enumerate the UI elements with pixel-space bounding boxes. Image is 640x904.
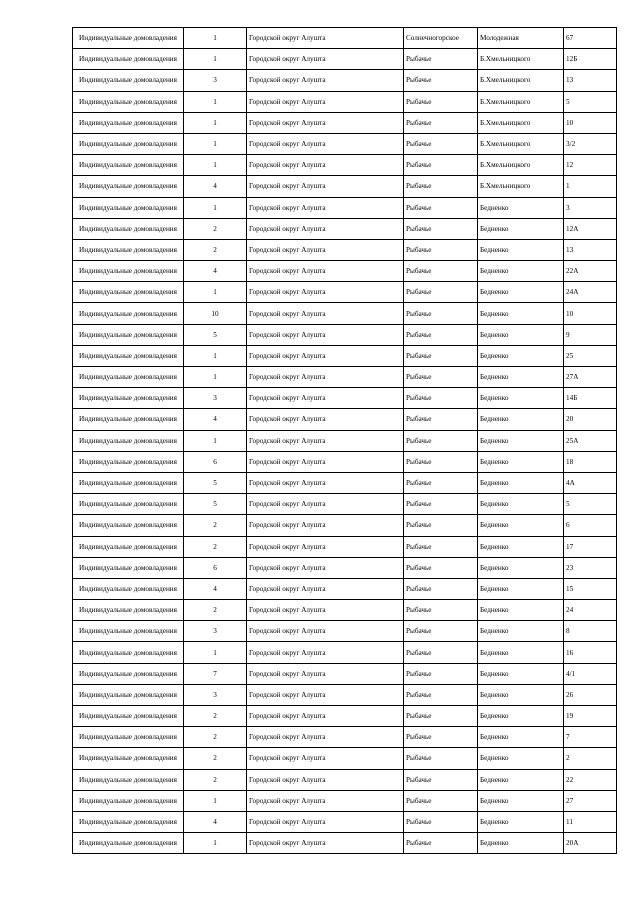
count-cell: 1 xyxy=(184,430,247,451)
village-cell: Рыбачье xyxy=(404,684,478,705)
district-cell: Городской округ Алушта xyxy=(247,345,404,366)
count-cell: 1 xyxy=(184,49,247,70)
street-cell: Бедненко xyxy=(478,706,564,727)
table-row xyxy=(73,91,617,112)
table-row xyxy=(73,303,617,324)
district-cell: Городской округ Алушта xyxy=(247,578,404,599)
district-cell: Городской округ Алушта xyxy=(247,811,404,832)
village-cell: Рыбачье xyxy=(404,70,478,91)
table-row xyxy=(73,578,617,599)
district-cell: Городской округ Алушта xyxy=(247,769,404,790)
district-cell: Городской округ Алушта xyxy=(247,663,404,684)
district-cell: Городской округ Алушта xyxy=(247,515,404,536)
district-cell: Городской округ Алушта xyxy=(247,239,404,260)
street-cell: Бедненко xyxy=(478,409,564,430)
street-cell: Бедненко xyxy=(478,684,564,705)
housing-registry-table xyxy=(72,27,617,854)
house-number-cell: 27 xyxy=(564,790,617,811)
street-cell: Бедненко xyxy=(478,345,564,366)
count-cell: 3 xyxy=(184,684,247,705)
table-row xyxy=(73,28,617,49)
count-cell: 1 xyxy=(184,345,247,366)
house-number-cell: 6 xyxy=(564,515,617,536)
street-cell: Б.Хмельницкого xyxy=(478,112,564,133)
dwelling-type-cell: Индивидуальные домовладения xyxy=(73,133,184,154)
count-cell: 7 xyxy=(184,663,247,684)
count-cell: 4 xyxy=(184,176,247,197)
house-number-cell: 15 xyxy=(564,578,617,599)
village-cell: Рыбачье xyxy=(404,769,478,790)
dwelling-type-cell: Индивидуальные домовладения xyxy=(73,706,184,727)
table-row xyxy=(73,557,617,578)
house-number-cell: 19 xyxy=(564,706,617,727)
dwelling-type-cell: Индивидуальные домовладения xyxy=(73,112,184,133)
district-cell: Городской округ Алушта xyxy=(247,451,404,472)
street-cell: Бедненко xyxy=(478,769,564,790)
dwelling-type-cell: Индивидуальные домовладения xyxy=(73,388,184,409)
table-row xyxy=(73,536,617,557)
dwelling-type-cell: Индивидуальные домовладения xyxy=(73,748,184,769)
dwelling-type-cell: Индивидуальные домовладения xyxy=(73,600,184,621)
village-cell: Рыбачье xyxy=(404,197,478,218)
table-row xyxy=(73,684,617,705)
house-number-cell: 24 xyxy=(564,600,617,621)
district-cell: Городской округ Алушта xyxy=(247,70,404,91)
table-row xyxy=(73,621,617,642)
dwelling-type-cell: Индивидуальные домовладения xyxy=(73,494,184,515)
dwelling-type-cell: Индивидуальные домовладения xyxy=(73,790,184,811)
count-cell: 1 xyxy=(184,28,247,49)
house-number-cell: 4/1 xyxy=(564,663,617,684)
count-cell: 2 xyxy=(184,706,247,727)
house-number-cell: 10 xyxy=(564,112,617,133)
table-row xyxy=(73,811,617,832)
district-cell: Городской округ Алушта xyxy=(247,727,404,748)
house-number-cell: 13 xyxy=(564,239,617,260)
street-cell: Б.Хмельницкого xyxy=(478,133,564,154)
table-row xyxy=(73,663,617,684)
house-number-cell: 5 xyxy=(564,494,617,515)
village-cell: Рыбачье xyxy=(404,239,478,260)
district-cell: Городской округ Алушта xyxy=(247,706,404,727)
district-cell: Городской округ Алушта xyxy=(247,155,404,176)
table-row xyxy=(73,197,617,218)
count-cell: 1 xyxy=(184,642,247,663)
district-cell: Городской округ Алушта xyxy=(247,282,404,303)
village-cell: Рыбачье xyxy=(404,833,478,854)
house-number-cell: 14Б xyxy=(564,388,617,409)
table-body xyxy=(73,28,617,854)
table-row xyxy=(73,388,617,409)
village-cell: Рыбачье xyxy=(404,663,478,684)
count-cell: 1 xyxy=(184,790,247,811)
count-cell: 4 xyxy=(184,261,247,282)
table-row xyxy=(73,727,617,748)
dwelling-type-cell: Индивидуальные домовладения xyxy=(73,91,184,112)
count-cell: 4 xyxy=(184,811,247,832)
table-row xyxy=(73,642,617,663)
house-number-cell: 12Б xyxy=(564,49,617,70)
village-cell: Солнечногорское xyxy=(404,28,478,49)
street-cell: Б.Хмельницкого xyxy=(478,70,564,91)
table-row xyxy=(73,261,617,282)
table-row xyxy=(73,451,617,472)
count-cell: 1 xyxy=(184,833,247,854)
house-number-cell: 8 xyxy=(564,621,617,642)
dwelling-type-cell: Индивидуальные домовладения xyxy=(73,451,184,472)
count-cell: 4 xyxy=(184,578,247,599)
village-cell: Рыбачье xyxy=(404,91,478,112)
house-number-cell: 13 xyxy=(564,70,617,91)
district-cell: Городской округ Алушта xyxy=(247,49,404,70)
count-cell: 4 xyxy=(184,409,247,430)
house-number-cell: 12А xyxy=(564,218,617,239)
district-cell: Городской округ Алушта xyxy=(247,790,404,811)
house-number-cell: 3 xyxy=(564,197,617,218)
street-cell: Бедненко xyxy=(478,790,564,811)
house-number-cell: 1 xyxy=(564,176,617,197)
dwelling-type-cell: Индивидуальные домовладения xyxy=(73,345,184,366)
table-row xyxy=(73,133,617,154)
count-cell: 2 xyxy=(184,515,247,536)
house-number-cell: 17 xyxy=(564,536,617,557)
house-number-cell: 3/2 xyxy=(564,133,617,154)
house-number-cell: 27А xyxy=(564,367,617,388)
count-cell: 1 xyxy=(184,197,247,218)
count-cell: 2 xyxy=(184,600,247,621)
dwelling-type-cell: Индивидуальные домовладения xyxy=(73,472,184,493)
street-cell: Бедненко xyxy=(478,324,564,345)
village-cell: Рыбачье xyxy=(404,494,478,515)
table-row xyxy=(73,367,617,388)
house-number-cell: 67 xyxy=(564,28,617,49)
count-cell: 1 xyxy=(184,112,247,133)
village-cell: Рыбачье xyxy=(404,578,478,599)
district-cell: Городской округ Алушта xyxy=(247,557,404,578)
district-cell: Городской округ Алушта xyxy=(247,600,404,621)
house-number-cell: 22А xyxy=(564,261,617,282)
count-cell: 10 xyxy=(184,303,247,324)
street-cell: Бедненко xyxy=(478,239,564,260)
table-row xyxy=(73,409,617,430)
count-cell: 1 xyxy=(184,91,247,112)
village-cell: Рыбачье xyxy=(404,218,478,239)
house-number-cell: 18 xyxy=(564,451,617,472)
table-row xyxy=(73,218,617,239)
street-cell: Бедненко xyxy=(478,388,564,409)
street-cell: Б.Хмельницкого xyxy=(478,49,564,70)
village-cell: Рыбачье xyxy=(404,282,478,303)
district-cell: Городской округ Алушта xyxy=(247,409,404,430)
count-cell: 5 xyxy=(184,324,247,345)
count-cell: 1 xyxy=(184,282,247,303)
dwelling-type-cell: Индивидуальные домовладения xyxy=(73,430,184,451)
street-cell: Бедненко xyxy=(478,367,564,388)
dwelling-type-cell: Индивидуальные домовладения xyxy=(73,642,184,663)
village-cell: Рыбачье xyxy=(404,600,478,621)
table-row xyxy=(73,155,617,176)
street-cell: Б.Хмельницкого xyxy=(478,155,564,176)
house-number-cell: 22 xyxy=(564,769,617,790)
dwelling-type-cell: Индивидуальные домовладения xyxy=(73,28,184,49)
street-cell: Бедненко xyxy=(478,557,564,578)
dwelling-type-cell: Индивидуальные домовладения xyxy=(73,727,184,748)
house-number-cell: 23 xyxy=(564,557,617,578)
table-row xyxy=(73,748,617,769)
count-cell: 5 xyxy=(184,472,247,493)
district-cell: Городской округ Алушта xyxy=(247,176,404,197)
village-cell: Рыбачье xyxy=(404,176,478,197)
count-cell: 2 xyxy=(184,748,247,769)
street-cell: Бедненко xyxy=(478,600,564,621)
street-cell: Бедненко xyxy=(478,197,564,218)
district-cell: Городской округ Алушта xyxy=(247,303,404,324)
village-cell: Рыбачье xyxy=(404,727,478,748)
dwelling-type-cell: Индивидуальные домовладения xyxy=(73,70,184,91)
village-cell: Рыбачье xyxy=(404,748,478,769)
village-cell: Рыбачье xyxy=(404,49,478,70)
district-cell: Городской округ Алушта xyxy=(247,218,404,239)
village-cell: Рыбачье xyxy=(404,367,478,388)
street-cell: Бедненко xyxy=(478,472,564,493)
village-cell: Рыбачье xyxy=(404,324,478,345)
district-cell: Городской округ Алушта xyxy=(247,133,404,154)
district-cell: Городской округ Алушта xyxy=(247,367,404,388)
dwelling-type-cell: Индивидуальные домовладения xyxy=(73,769,184,790)
village-cell: Рыбачье xyxy=(404,112,478,133)
street-cell: Б.Хмельницкого xyxy=(478,91,564,112)
dwelling-type-cell: Индивидуальные домовладения xyxy=(73,176,184,197)
dwelling-type-cell: Индивидуальные домовладения xyxy=(73,324,184,345)
count-cell: 2 xyxy=(184,536,247,557)
street-cell: Бедненко xyxy=(478,218,564,239)
count-cell: 1 xyxy=(184,155,247,176)
house-number-cell: 25А xyxy=(564,430,617,451)
dwelling-type-cell: Индивидуальные домовладения xyxy=(73,621,184,642)
count-cell: 2 xyxy=(184,239,247,260)
village-cell: Рыбачье xyxy=(404,472,478,493)
village-cell: Рыбачье xyxy=(404,515,478,536)
dwelling-type-cell: Индивидуальные домовладения xyxy=(73,282,184,303)
count-cell: 3 xyxy=(184,621,247,642)
district-cell: Городской округ Алушта xyxy=(247,197,404,218)
count-cell: 3 xyxy=(184,70,247,91)
district-cell: Городской округ Алушта xyxy=(247,430,404,451)
count-cell: 2 xyxy=(184,727,247,748)
street-cell: Бедненко xyxy=(478,727,564,748)
table-row xyxy=(73,176,617,197)
house-number-cell: 25 xyxy=(564,345,617,366)
count-cell: 6 xyxy=(184,451,247,472)
street-cell: Бедненко xyxy=(478,748,564,769)
dwelling-type-cell: Индивидуальные домовладения xyxy=(73,578,184,599)
table-row xyxy=(73,49,617,70)
district-cell: Городской округ Алушта xyxy=(247,536,404,557)
street-cell: Бедненко xyxy=(478,515,564,536)
district-cell: Городской округ Алушта xyxy=(247,642,404,663)
dwelling-type-cell: Индивидуальные домовладения xyxy=(73,49,184,70)
village-cell: Рыбачье xyxy=(404,388,478,409)
street-cell: Молодежная xyxy=(478,28,564,49)
street-cell: Бедненко xyxy=(478,303,564,324)
village-cell: Рыбачье xyxy=(404,133,478,154)
table-row xyxy=(73,600,617,621)
house-number-cell: 20 xyxy=(564,409,617,430)
house-number-cell: 24А xyxy=(564,282,617,303)
table-row xyxy=(73,833,617,854)
table-row xyxy=(73,706,617,727)
dwelling-type-cell: Индивидуальные домовладения xyxy=(73,663,184,684)
dwelling-type-cell: Индивидуальные домовладения xyxy=(73,261,184,282)
street-cell: Бедненко xyxy=(478,578,564,599)
dwelling-type-cell: Индивидуальные домовладения xyxy=(73,155,184,176)
village-cell: Рыбачье xyxy=(404,557,478,578)
dwelling-type-cell: Индивидуальные домовладения xyxy=(73,409,184,430)
dwelling-type-cell: Индивидуальные домовладения xyxy=(73,197,184,218)
district-cell: Городской округ Алушта xyxy=(247,472,404,493)
dwelling-type-cell: Индивидуальные домовладения xyxy=(73,239,184,260)
village-cell: Рыбачье xyxy=(404,621,478,642)
count-cell: 6 xyxy=(184,557,247,578)
village-cell: Рыбачье xyxy=(404,811,478,832)
village-cell: Рыбачье xyxy=(404,451,478,472)
district-cell: Городской округ Алушта xyxy=(247,91,404,112)
street-cell: Бедненко xyxy=(478,642,564,663)
village-cell: Рыбачье xyxy=(404,430,478,451)
house-number-cell: 26 xyxy=(564,684,617,705)
street-cell: Бедненко xyxy=(478,282,564,303)
village-cell: Рыбачье xyxy=(404,790,478,811)
house-number-cell: 10 xyxy=(564,303,617,324)
house-number-cell: 9 xyxy=(564,324,617,345)
table-row xyxy=(73,494,617,515)
village-cell: Рыбачье xyxy=(404,261,478,282)
district-cell: Городской округ Алушта xyxy=(247,684,404,705)
dwelling-type-cell: Индивидуальные домовладения xyxy=(73,218,184,239)
village-cell: Рыбачье xyxy=(404,642,478,663)
table-row xyxy=(73,430,617,451)
street-cell: Б.Хмельницкого xyxy=(478,176,564,197)
district-cell: Городской округ Алушта xyxy=(247,833,404,854)
street-cell: Бедненко xyxy=(478,451,564,472)
house-number-cell: 7 xyxy=(564,727,617,748)
district-cell: Городской округ Алушта xyxy=(247,748,404,769)
table-row xyxy=(73,769,617,790)
count-cell: 2 xyxy=(184,218,247,239)
dwelling-type-cell: Индивидуальные домовладения xyxy=(73,367,184,388)
village-cell: Рыбачье xyxy=(404,706,478,727)
district-cell: Городской округ Алушта xyxy=(247,324,404,345)
street-cell: Бедненко xyxy=(478,261,564,282)
count-cell: 2 xyxy=(184,769,247,790)
street-cell: Бедненко xyxy=(478,663,564,684)
dwelling-type-cell: Индивидуальные домовладения xyxy=(73,833,184,854)
count-cell: 1 xyxy=(184,367,247,388)
table-row xyxy=(73,515,617,536)
village-cell: Рыбачье xyxy=(404,536,478,557)
district-cell: Городской округ Алушта xyxy=(247,28,404,49)
district-cell: Городской округ Алушта xyxy=(247,494,404,515)
table-row xyxy=(73,790,617,811)
street-cell: Бедненко xyxy=(478,621,564,642)
house-number-cell: 2 xyxy=(564,748,617,769)
street-cell: Бедненко xyxy=(478,536,564,557)
street-cell: Бедненко xyxy=(478,430,564,451)
table-row xyxy=(73,239,617,260)
count-cell: 1 xyxy=(184,133,247,154)
district-cell: Городской округ Алушта xyxy=(247,388,404,409)
village-cell: Рыбачье xyxy=(404,409,478,430)
dwelling-type-cell: Индивидуальные домовладения xyxy=(73,684,184,705)
house-number-cell: 4А xyxy=(564,472,617,493)
table-row xyxy=(73,282,617,303)
count-cell: 3 xyxy=(184,388,247,409)
house-number-cell: 12 xyxy=(564,155,617,176)
dwelling-type-cell: Индивидуальные домовладения xyxy=(73,303,184,324)
house-number-cell: 5 xyxy=(564,91,617,112)
table-row xyxy=(73,345,617,366)
street-cell: Бедненко xyxy=(478,494,564,515)
dwelling-type-cell: Индивидуальные домовладения xyxy=(73,515,184,536)
house-number-cell: 16 xyxy=(564,642,617,663)
dwelling-type-cell: Индивидуальные домовладения xyxy=(73,536,184,557)
dwelling-type-cell: Индивидуальные домовладения xyxy=(73,557,184,578)
table-row xyxy=(73,472,617,493)
district-cell: Городской округ Алушта xyxy=(247,621,404,642)
village-cell: Рыбачье xyxy=(404,303,478,324)
district-cell: Городской округ Алушта xyxy=(247,112,404,133)
district-cell: Городской округ Алушта xyxy=(247,261,404,282)
village-cell: Рыбачье xyxy=(404,155,478,176)
street-cell: Бедненко xyxy=(478,833,564,854)
village-cell: Рыбачье xyxy=(404,345,478,366)
table-row xyxy=(73,70,617,91)
house-number-cell: 11 xyxy=(564,811,617,832)
street-cell: Бедненко xyxy=(478,811,564,832)
dwelling-type-cell: Индивидуальные домовладения xyxy=(73,811,184,832)
table-row xyxy=(73,324,617,345)
house-number-cell: 20А xyxy=(564,833,617,854)
count-cell: 5 xyxy=(184,494,247,515)
table-row xyxy=(73,112,617,133)
